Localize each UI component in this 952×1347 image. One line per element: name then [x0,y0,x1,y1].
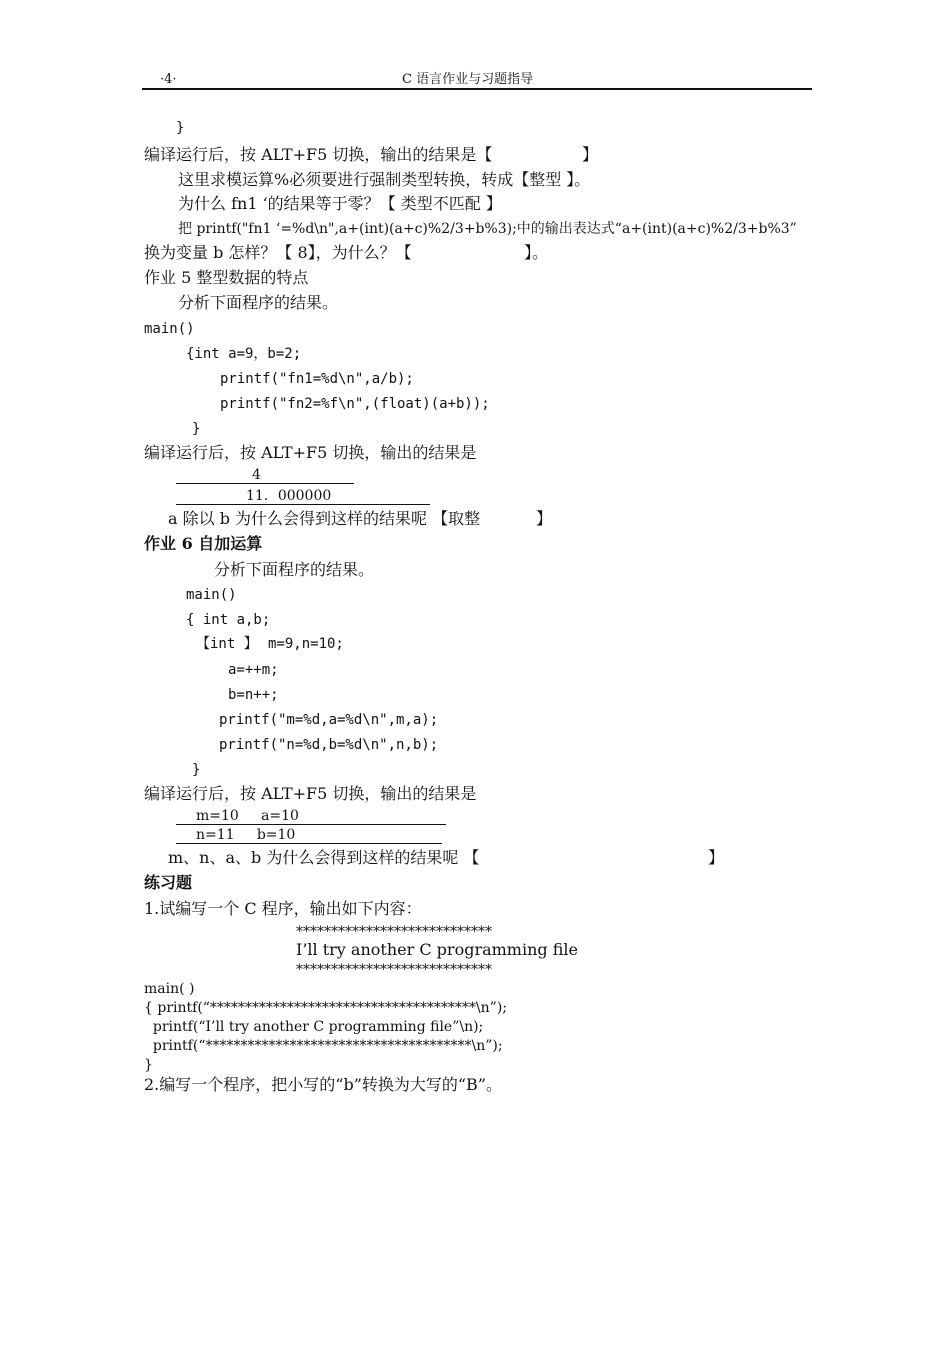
text-line: 编译运行后，按 ALT+F5 切换，输出的结果是 [144,443,477,462]
stars-line: **************************** [296,962,492,978]
text-line: 编译运行后，按 ALT+F5 切换，输出的结果是 [144,784,477,803]
text-line: 为什么 fn1 ‘的结果等于零？【 类型不匹配 】 [178,194,502,213]
text-line: I’ll try another C programming file [296,940,578,959]
text-line: 分析下面程序的结果。 [214,560,375,579]
text-line: a 除以 b 为什么会得到这样的结果呢 【取整 [168,509,481,528]
book-title: C 语言作业与习题指导 [402,72,534,87]
answer-underline [176,483,354,484]
text-line: 2.编写一个程序，把小写的“b”转换为大写的“B”。 [144,1075,502,1094]
text-line: 】。 [524,243,549,262]
answer-value: m=10 a=10 [196,808,299,824]
code-line: } [176,120,185,136]
code-line: { printf(“**************************************\n”); [144,1000,508,1016]
text-line: m、n、a、b 为什么会得到这样的结果呢 【 [168,848,480,867]
code-line: } [192,421,201,437]
text-line: 编译运行后，按 ALT+F5 切换，输出的结果是【 [144,145,493,164]
answer-underline [176,843,442,844]
code-line: a=++m; [228,662,279,678]
code-line: printf("fn2=%f\n",(float)(a+b)); [220,396,490,412]
code-line: } [192,762,201,778]
code-line: printf(“**************************************\n”); [144,1038,503,1054]
section-title: 作业 5 整型数据的特点 [144,268,309,287]
text-line: 】 [582,145,599,164]
text-line: 1.试编写一个 C 程序，输出如下内容： [144,899,422,918]
text-line: 把 printf("fn1 ‘=%d\n",a+(int)(a+c)%2/3+b%3);中的输出表达式“a+(int)(a+c)%2/3+b%3” [178,221,797,237]
code-line: { int a,b; [186,612,271,628]
code-line: printf("n=%d,b=%d\n",n,b); [219,737,439,753]
code-line: printf("m=%d,a=%d\n",m,a); [219,712,439,728]
section-title: 练习题 [144,873,193,892]
answer-value: 4 [252,467,261,483]
answer-value: 11．000000 [246,488,332,504]
code-line: b=n++; [228,687,279,703]
code-line: main() [144,321,195,337]
code-line: printf(“I’ll try another C programming file”\n); [144,1019,484,1035]
header-rule [142,88,812,90]
text-line: 】 [708,848,725,867]
text-line: 换为变量 b 怎样？【 8】，为什么？【 [144,243,412,262]
code-line: printf("fn1=%d\n",a/b); [220,371,414,387]
text-line: 这里求模运算%必须要进行强制类型转换，转成【整型 】。 [178,170,591,189]
code-line: 【int 】 [196,636,258,652]
code-line: {int a=9，b=2; [186,346,302,362]
code-line: } [144,1057,153,1073]
code-line: m=9,n=10; [268,636,344,652]
code-line: main( ) [144,981,195,997]
text-line: 】 [536,509,553,528]
stars-line: **************************** [296,924,492,940]
text-line: 分析下面程序的结果。 [178,293,339,312]
section-title: 作业 6 自加运算 [144,534,263,553]
answer-value: n=11 b=10 [196,827,296,843]
code-line: main() [186,587,237,603]
answer-underline [176,504,430,505]
page-number: ·4· [160,72,177,87]
